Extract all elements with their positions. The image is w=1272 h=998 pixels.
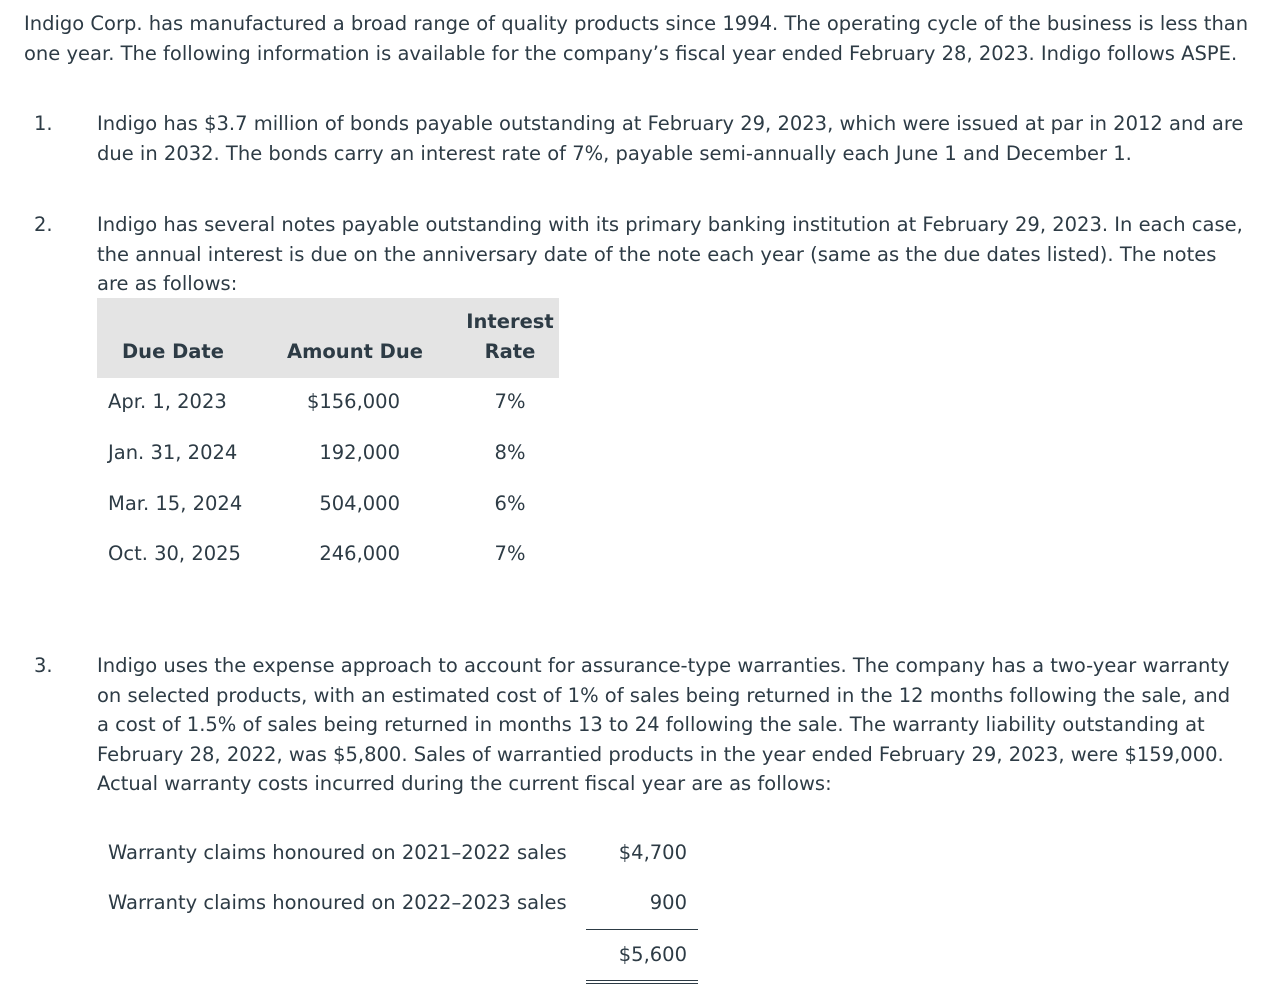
claim-label: Warranty claims honoured on 2022–2023 sales xyxy=(108,891,567,914)
header-amount-due: Amount Due xyxy=(287,340,423,363)
header-interest-line2: Rate xyxy=(484,340,536,363)
claim-amount: $4,700 xyxy=(618,841,687,864)
item-number-3: 3. xyxy=(34,654,53,677)
claim-amount: 900 xyxy=(649,891,687,914)
intro-paragraph: Indigo Corp. has manufactured a broad range of quality products since 1994. The operating cycle of the business is less than one year. The following information is available for the company’s fiscal year ended February 28, 2023. Indigo follows ASPE. xyxy=(24,12,1249,65)
item-text-3: Indigo uses the expense approach to account for assurance-type warranties. The company has a two-year warranty on selected products, with an estimated cost of 1% of sales being returned in the 12 months following the sale, and a cost of 1.5% of sales being returned in months 13 to 24 following the sale. The warranty liability outstanding at February 28, 2022, was $5,800. Sales of warrantied products in the year ended February 29, 2023, were $159,000. Actual warranty costs incurred during the current fiscal year are as follows: xyxy=(97,654,1231,795)
item-text-2: Indigo has several notes payable outstanding with its primary banking institution at February 29, 2023. In each case, the annual interest is due on the anniversary date of the note each year (same as the due dates listed). The notes are as follows: xyxy=(97,213,1243,295)
item-number-1: 1. xyxy=(34,112,53,135)
amount-cell: 504,000 xyxy=(319,492,400,515)
header-due-date: Due Date xyxy=(122,340,224,363)
rate-cell: 8% xyxy=(494,441,526,464)
amount-cell: 192,000 xyxy=(319,441,400,464)
claim-label: Warranty claims honoured on 2021–2022 sales xyxy=(108,841,567,864)
header-interest-line1: Interest xyxy=(466,310,554,333)
due-date-cell: Apr. 1, 2023 xyxy=(108,390,227,413)
subtotal-rule xyxy=(586,929,698,930)
item-number-2: 2. xyxy=(34,213,53,236)
claims-total: $5,600 xyxy=(618,943,687,966)
total-double-rule-top xyxy=(586,980,698,981)
total-double-rule-bottom xyxy=(586,983,698,984)
rate-cell: 7% xyxy=(494,542,526,565)
amount-cell: 246,000 xyxy=(319,542,400,565)
rate-cell: 6% xyxy=(494,492,526,515)
amount-cell: $156,000 xyxy=(306,390,400,413)
due-date-cell: Oct. 30, 2025 xyxy=(108,542,241,565)
item-text-1: Indigo has $3.7 million of bonds payable outstanding at February 29, 2023, which were issued at par in 2012 and are due in 2032. The bonds carry an interest rate of 7%, payable semi-annually each June 1 and December 1. xyxy=(97,112,1244,165)
due-date-cell: Jan. 31, 2024 xyxy=(108,441,238,464)
rate-cell: 7% xyxy=(494,390,526,413)
due-date-cell: Mar. 15, 2024 xyxy=(108,492,243,515)
